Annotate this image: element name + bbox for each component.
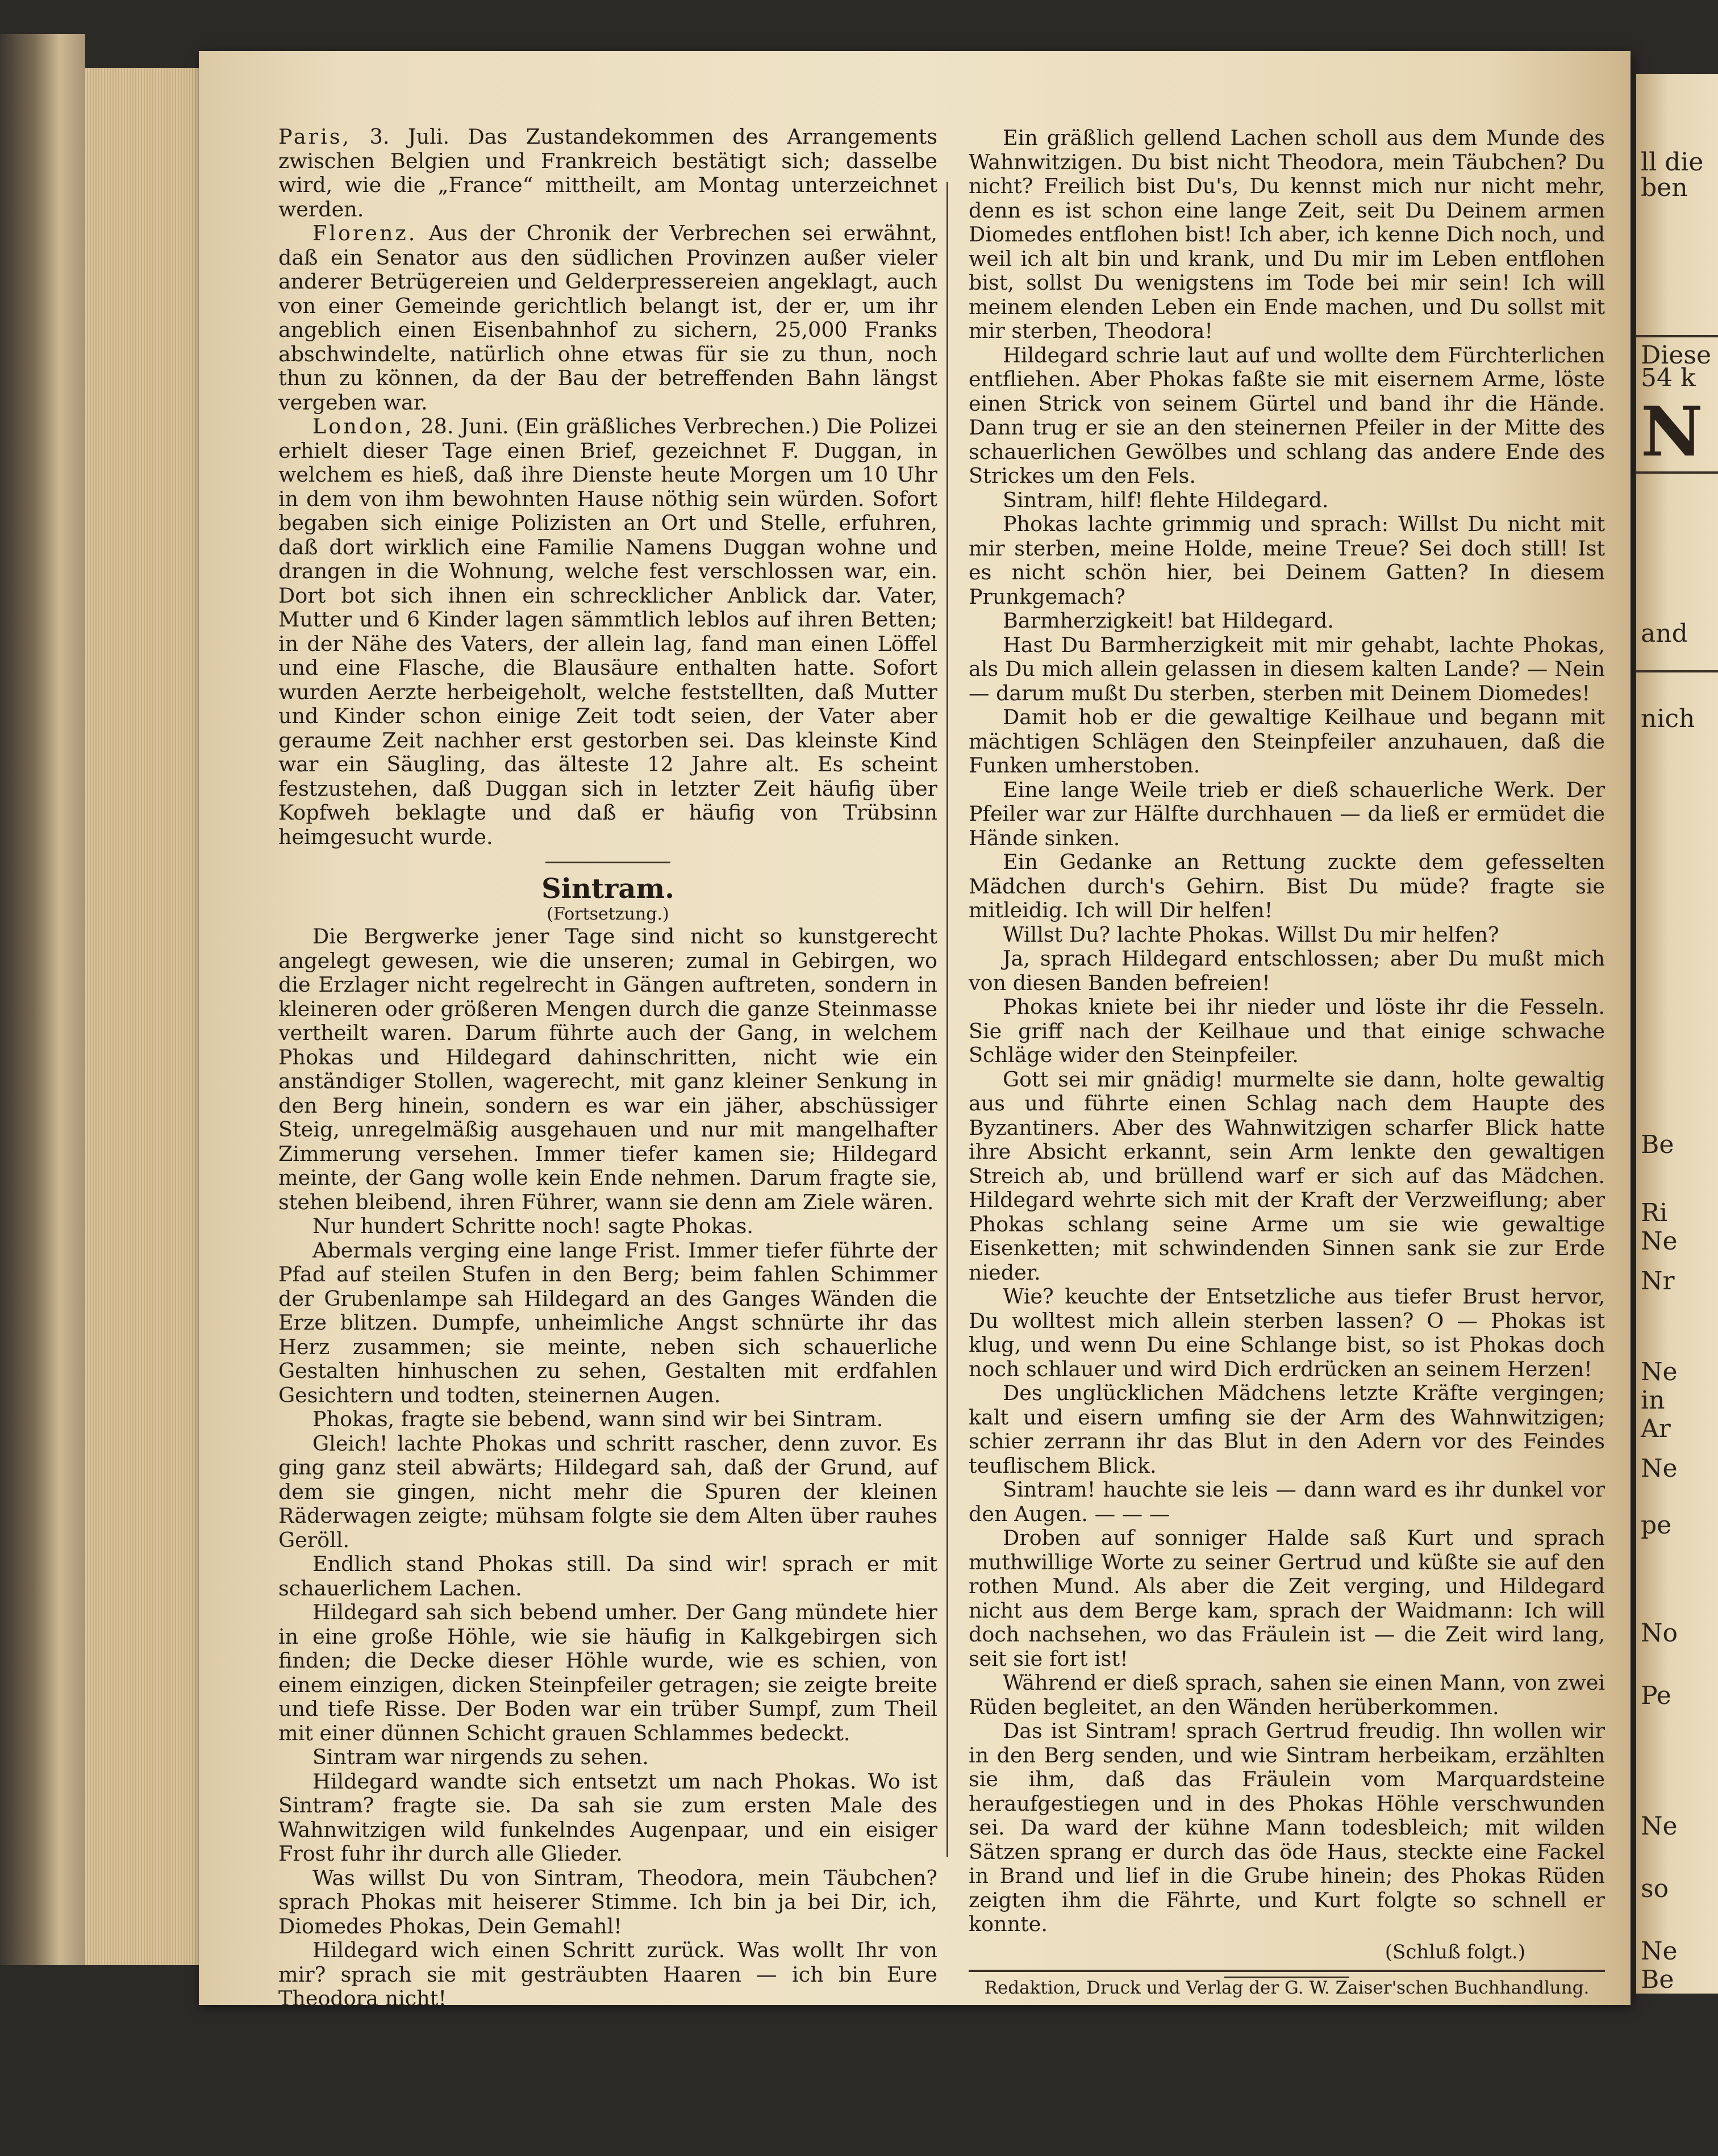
story-paragraph: Gleich! lachte Phokas und schritt rascher, denn zuvor. Es ging ganz steil abwärts; Hildegard sah, daß der Grund, auf dem sie gingen, nicht mehr die Spuren der kleinen Räderwagen zeigte; mühsam folgte sie dem Alten über rauhes Geröll. bbox=[278, 1431, 937, 1552]
next-page-fragment: nich bbox=[1641, 704, 1695, 733]
story-paragraph: Des unglücklichen Mädchens letzte Kräfte vergingen; kalt und eisern umfing sie der Arm des Wahnwitzigen; schier zerrann ihr das Blut in den Adern vor des Feindes teuflischem Blick. bbox=[969, 1381, 1605, 1478]
story-paragraph: Phokas kniete bei ihr nieder und löste ihr die Fesseln. Sie griff nach der Keilhaue und that einige schwache Schläge wider den Steinpfeiler. bbox=[969, 995, 1605, 1067]
story-paragraph: Gott sei mir gnädig! murmelte sie dann, holte gewaltig aus und führte einen Schlag nach dem Haupte des Byzantiners. Aber des Wahnwitzigen scharfer Blick hatte ihre Absicht erkannt, sein Arm lenkte den gewaltigen Streich ab, und brüllend warf er sich auf das Mädchen. Hildegard wehrte sich mit der Kraft der Verzweiflung; aber Phokas schlang seine Arme um sie wie gewaltige Eisenketten; mit schwindenden Sinnen sank sie zur Erde nieder. bbox=[969, 1067, 1605, 1285]
story-paragraph: Sintram war nirgends zu sehen. bbox=[312, 1745, 649, 1769]
next-page-fragment: Be bbox=[1641, 1965, 1674, 1994]
news-text: Aus der Chronik der Verbrechen sei erwähnt, daß ein Senator aus den südlichen Provinzen außer vieler anderer Betrügereien und Gelderpressereien angeklagt, auch von einer Gemeinde gerichtlich belangt ist, der er, um ihr angeblich einen Eisenbahnhof zu sichern, 25,000 Franks abschwindelte, natürlich ohne etwas für sie zu thun, noch thun zu können, da der Bau der betreffenden Bahn längst vergeben war. bbox=[278, 221, 937, 415]
next-page-fragment: ll die bbox=[1641, 148, 1704, 177]
next-page-rule bbox=[1636, 471, 1718, 474]
news-place: London, bbox=[312, 414, 414, 438]
news-place: Paris, bbox=[278, 124, 352, 149]
story-paragraph: Während er dieß sprach, sahen sie einen Mann, von zwei Rüden begleitet, an den Wänden herüberkommen. bbox=[969, 1670, 1605, 1719]
story-paragraph: Ja, sprach Hildegard entschlossen; aber Du mußt mich von diesen Banden befreien! bbox=[969, 946, 1605, 995]
next-page-fragment: Ne bbox=[1641, 1357, 1678, 1386]
next-page-fragment: Ne bbox=[1641, 1812, 1678, 1841]
news-place: Florenz. bbox=[312, 221, 418, 245]
story-paragraph: Hildegard wich einen Schritt zurück. Was wollt Ihr von mir? sprach sie mit gesträubten Haaren — ich bin Eure Theodora nicht! bbox=[278, 1938, 937, 2011]
story-paragraph: Das ist Sintram! sprach Gertrud freudig. Ihn wollen wir in den Berg senden, und wie Sintram herbeikam, erzählten sie ihm, daß das Fräulein vom Marquardsteine heraufgestiegen und in des Phokas Höhle verschwunden sei. Da ward der kühne Mann todesbleich; mit wilden Sätzen sprang er durch das öde Haus, steckte eine Fackel in Brand und lief in die Grube hinein; des Phokas Rüden zeigten ihm die Fährte, und Kurt folgte so schnell er konnte. bbox=[969, 1719, 1605, 1936]
story-paragraph: Ein gräßlich gellend Lachen scholl aus dem Munde des Wahnwitzigen. Du bist nicht Theodora, mein Täubchen? Du nicht? Freilich bist Du's, Du kennst mich nur nicht mehr, denn es ist schon eine lange Zeit, seit Du Deinem armen Diomedes entflohen bist! Ich aber, ich kenne Dich noch, und weil ich alt bin und krank, und Du mir im Leben entflohen bist, sollst Du wenigstens im Tode bei mir sein! Ich will meinem elenden Leben ein Ende machen, und Du sollst mit mir sterben, Theodora! bbox=[969, 126, 1605, 343]
next-page-fragment: Be bbox=[1641, 1130, 1674, 1159]
next-page-fragment: Ri bbox=[1641, 1198, 1668, 1227]
next-page-rule bbox=[1636, 335, 1718, 337]
story-title: Sintram. bbox=[541, 873, 674, 905]
story-paragraph: Droben auf sonniger Halde saß Kurt und sprach muthwillige Worte zu seiner Gertrud und küßte sie auf den rothen Mund. Als aber die Zeit verging, und Hildegard nicht aus dem Berge kam, sprach der Waidmann: Ich will doch nachsehen, wo das Fräulein ist — die Zeit wird lang, seit sie fort ist! bbox=[969, 1526, 1605, 1671]
story-subtitle: (Fortsetzung.) bbox=[547, 904, 669, 924]
next-page-fragment: 54 k bbox=[1641, 363, 1696, 392]
next-page-fragment: No bbox=[1641, 1619, 1678, 1648]
story-paragraph: Sintram, hilf! flehte Hildegard. bbox=[1003, 487, 1329, 512]
story-paragraph: Was willst Du von Sintram, Theodora, mein Täubchen? sprach Phokas mit heiserer Stimme. Ich bin ja bei Dir, ich, Diomedes Phokas, Dein Gemahl! bbox=[278, 1865, 937, 1938]
next-page-fragment: Pe bbox=[1641, 1681, 1671, 1710]
story-paragraph: Hildegard wandte sich entsetzt um nach Phokas. Wo ist Sintram? fragte sie. Da sah sie zum ersten Male des Wahnwitzigen wild funkelndes Augenpaar, und ein eisiger Frost fuhr ihr durch alle Glieder. bbox=[278, 1769, 937, 1866]
column-divider bbox=[946, 182, 948, 1857]
story-paragraph: Die Bergwerke jener Tage sind nicht so kunstgerecht angelegt gewesen, wie die unseren; zumal in Gebirgen, wo die Erzlager nicht regelrecht in Gängen auftreten, sondern in kleineren oder größeren Mengen durch die ganze Steinmasse vertheilt waren. Darum führte auch der Gang, in welchem Phokas und Hildegard dahinschritten, nicht wie ein anständiger Stollen, wagerecht, mit ganz kleiner Senkung in den Berg hinein, sondern es war ein jäher, abschüssiger Steig, unregelmäßig ausgehauen und nur mit mangelhafter Zimmerung versehen. Immer tiefer kamen sie; Hildegard meinte, der Gang wolle kein Ende nehmen. Darum fragte sie, stehen bleibend, ihren Führer, wann sie denn am Ziele wären. bbox=[278, 924, 937, 1214]
story-paragraph: Hildegard schrie laut auf und wollte dem Fürchterlichen entfliehen. Aber Phokas faßte sie mit eisernem Arme, löste einen Strick von seinem Gürtel und band ihr die Hände. Dann trug er sie an den steinernen Pfeiler in der Mitte des schauerlichen Gewölbes und schlang das andere Ende des Strickes um den Fels. bbox=[969, 342, 1605, 488]
next-page-fragment: Diese bbox=[1641, 341, 1712, 370]
next-page-fragment: Ne bbox=[1641, 1227, 1678, 1256]
next-page-fragment: N bbox=[1641, 392, 1703, 472]
section-rule bbox=[545, 862, 670, 863]
next-page-fragment: Nr bbox=[1641, 1267, 1675, 1296]
right-column bbox=[969, 126, 1605, 1988]
next-page-fragment: so bbox=[1641, 1874, 1669, 1903]
story-paragraph: Hildegard sah sich bebend umher. Der Gang mündete hier in eine große Höhle, wie sie häufig in Kalkgebirgen sich finden; die Decke dieser Höhle wurde, wie es schien, von einem einzigen, dicken Steinpfeiler getragen; sie zeigte breite und tiefe Risse. Der Boden war ein trüber Sumpf, zum Theil mit einer dünnen Schicht grauen Schlammes bedeckt. bbox=[278, 1600, 937, 1745]
adjacent-page-edge bbox=[1636, 74, 1718, 1994]
news-item-london bbox=[278, 415, 937, 849]
next-page-fragment: Ne bbox=[1641, 1937, 1678, 1966]
next-page-fragment: Ar bbox=[1641, 1414, 1671, 1443]
page-stack-edge bbox=[85, 68, 199, 1965]
next-page-fragment: Ne bbox=[1641, 1454, 1678, 1483]
continued-note: (Schluß folgt.) bbox=[1385, 1940, 1525, 1963]
story-paragraph: Wie? keuchte der Entsetzliche aus tiefer Brust hervor, Du wolltest mich allein sterben lassen? O — Phokas ist klug, und wenn Du eine Schlange bist, so ist Phokas doch noch schlauer und wird Dich erdrücken an seinem Herzen! bbox=[969, 1284, 1605, 1381]
story-paragraph: Nur hundert Schritte noch! sagte Phokas. bbox=[312, 1214, 753, 1238]
story-paragraph: Sintram! hauchte sie leis — dann ward es ihr dunkel vor den Augen. — — — bbox=[969, 1477, 1605, 1526]
story-paragraph: Phokas, fragte sie bebend, wann sind wir bei Sintram. bbox=[312, 1407, 883, 1431]
story-paragraph: Ein Gedanke an Rettung zuckte dem gefesselten Mädchen durch's Gehirn. Bist Du müde? fragte sie mitleidig. Ich will Dir helfen! bbox=[969, 850, 1605, 922]
news-text: 28. Juni. (Ein gräßliches Verbrechen.) Die Polizei erhielt dieser Tage einen Brief, gezeichnet F. Duggan, in welchem es hieß, daß ihre Dienste heute Morgen um 10 Uhr in dem von ihm bewohnten Hause nöthig sein würden. Sofort begaben sich einige Polizisten an Ort und Stelle, erfuhren, daß dort wirklich eine Familie Namens Duggan wohne und drangen in die Wohnung, welche fest verschlossen war, ein. Dort bot sich ihnen ein schrecklicher Anblick dar. Vater, Mutter und 6 Kinder lagen sämmtlich leblos auf ihren Betten; in der Nähe des Vaters, der allein lag, fand man einen Löffel und eine Flasche, die Blausäure enthalten hatte. Sofort wurden Aerzte herbeigeholt, welche feststellten, daß Mutter und Kinder schon einige Zeit todt seien, der Vater aber geraume Zeit nachher erst gestorben sei. Das kleinste Kind war ein Säugling, das älteste 12 Jahre alt. Es scheint festzustehen, daß Duggan sich in letzter Zeit häufig über Kopfweh beklagte und daß er häufig von Trübsinn heimgesucht wurde. bbox=[278, 414, 937, 849]
next-page-fragment: pe bbox=[1641, 1511, 1672, 1540]
book-binding-edge bbox=[0, 34, 85, 1965]
news-text: 3. Juli. Das Zustandekommen des Arrangements zwischen Belgien und Frankreich bestätigt sich; dasselbe wird, wie die „France“ mittheilt, am Montag unterzeichnet werden. bbox=[278, 124, 937, 222]
story-paragraph: Barmherzigkeit! bat Hildegard. bbox=[1003, 608, 1334, 633]
story-paragraph: Phokas lachte grimmig und sprach: Willst Du nicht mit mir sterben, meine Holde, meine Treue? Sei doch still! Ist es nicht schön hier, bei Deinem Gatten? In diesem Prunkgemach? bbox=[969, 512, 1605, 609]
imprint-line: Redaktion, Druck und Verlag der G. W. Zaiser'schen Buchhandlung. bbox=[969, 1970, 1605, 1998]
next-page-rule bbox=[1636, 670, 1718, 672]
next-page-fragment: in bbox=[1641, 1386, 1665, 1415]
story-paragraph: Eine lange Weile trieb er dieß schauerliche Werk. Der Pfeiler war zur Hälfte durchhauen — da ließ er ermüdet die Hände sinken. bbox=[969, 777, 1605, 850]
next-page-fragment: ben bbox=[1641, 173, 1688, 202]
news-item-paris bbox=[278, 125, 937, 222]
story-paragraph: Hast Du Barmherzigkeit mit mir gehabt, lachte Phokas, als Du mich allein gelassen in diesem kalten Lande? — Nein — darum mußt Du sterben, sterben mit Deinem Diomedes! bbox=[969, 632, 1605, 705]
next-page-fragment: and bbox=[1641, 619, 1688, 648]
left-column bbox=[278, 125, 937, 2011]
story-paragraph: Endlich stand Phokas still. Da sind wir! sprach er mit schauerlichem Lachen. bbox=[278, 1552, 937, 1601]
story-paragraph: Damit hob er die gewaltige Keilhaue und begann mit mächtigen Schlägen den Steinpfeiler anzuhauen, daß die Funken umherstoben. bbox=[969, 705, 1605, 778]
news-item-florenz bbox=[278, 222, 937, 415]
story-paragraph: Abermals verging eine lange Frist. Immer tiefer führte der Pfad auf steilen Stufen in den Berg; beim fahlen Schimmer der Grubenlampe sah Hildegard an des Ganges Wänden die Erze blitzen. Dumpfe, unheimliche Angst schnürte ihr das Herz zusammen; sie meinte, neben sich schauerliche Gestalten hinhuschen zu sehen, Gestalten mit erdfahlen Gesichtern und todten, steinernen Augen. bbox=[278, 1238, 937, 1407]
story-paragraph: Willst Du? lachte Phokas. Willst Du mir helfen? bbox=[1003, 922, 1499, 947]
